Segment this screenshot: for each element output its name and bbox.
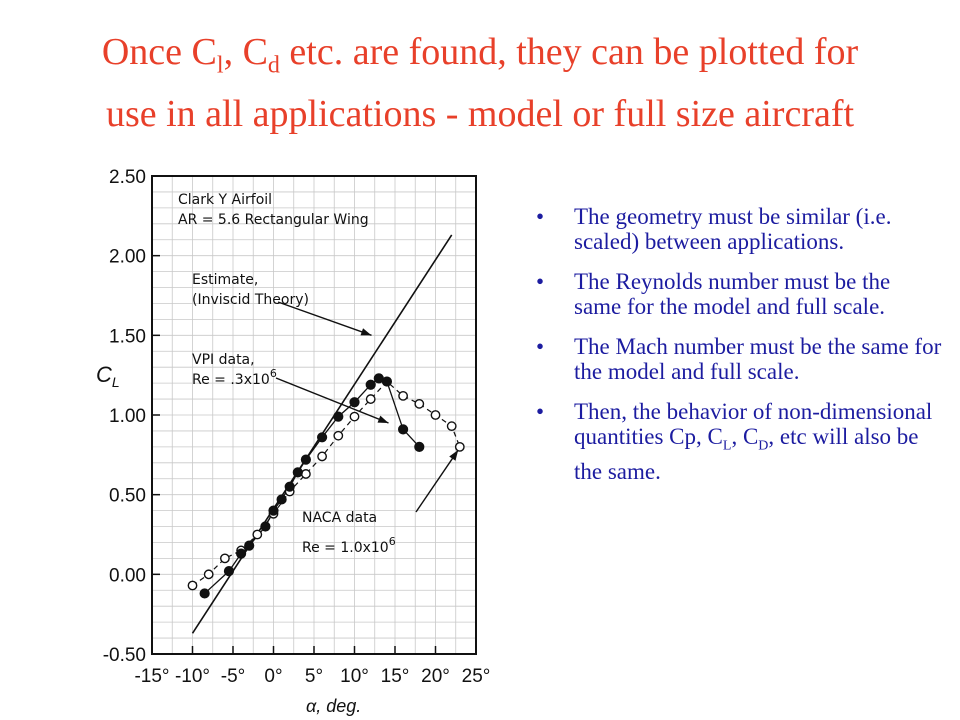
vpi-data-point (293, 468, 302, 477)
naca-data-point (302, 470, 310, 478)
naca-data-point (205, 570, 213, 578)
naca-data-point (350, 412, 358, 420)
vpi-data-point (415, 442, 424, 451)
naca-data-point (318, 452, 326, 460)
annotation-arrows (276, 302, 458, 512)
vpi-data-point (334, 412, 343, 421)
vpi-data-point (318, 433, 327, 442)
x-tick-label: 5° (304, 666, 324, 687)
vpi-arrow-head (378, 416, 389, 423)
x-tick-label: 0° (264, 666, 283, 687)
title-line-1: Once $C_l$, $C_d$ etc. are found, they can be plotted for (101, 31, 859, 79)
annotation-naca: NACA data (302, 510, 378, 526)
bullet-mach: • The Mach number must be the same for the model and full scale. (536, 334, 942, 384)
vpi-data-point (301, 455, 310, 464)
y-tick-label: 0.00 (109, 565, 146, 587)
vpi-data-point (269, 506, 278, 515)
naca-arrow (416, 450, 458, 512)
x-axis-label: α, deg. (306, 696, 362, 716)
y-tick-label: 1.50 (109, 326, 146, 348)
vpi-data-point (285, 482, 294, 491)
x-tick-label: 20° (421, 666, 450, 687)
x-tick-label: -5° (220, 666, 246, 687)
title-line-2: use in all applications - model or full size aircraft (105, 92, 855, 135)
bullet-geometry: • The geometry must be similar (i.e. scaled) between applications. (536, 204, 892, 254)
naca-data-point (456, 443, 464, 451)
y-tick-label: 0.50 (109, 485, 146, 507)
y-tick-label: 2.50 (109, 167, 146, 188)
bullet-behavior: • Then, the behavior of non-dimensional quantities Cp, $C_L$, $C_D$, etc will also be the same. (536, 399, 933, 484)
bullet-reynolds: • The Reynolds number must be the same for the model and full scale. (536, 269, 891, 319)
x-tick-label: -10° (174, 666, 211, 687)
vpi-data-point (277, 495, 286, 504)
lift-curve-svg (80, 160, 510, 720)
naca-data-point (253, 530, 261, 538)
y-axis-label: $C_L$ (96, 362, 120, 390)
y-tick-label: -0.50 (102, 645, 146, 666)
naca-data-point (367, 395, 375, 403)
grid (152, 176, 476, 654)
vpi-data-point (237, 549, 246, 558)
annotation-estimate: Estimate, (192, 272, 259, 288)
annotation-inviscid: (Inviscid Theory) (192, 292, 309, 308)
vpi-data-point (224, 567, 233, 576)
y-tick-label: 1.00 (109, 406, 146, 427)
naca-data-point (431, 411, 439, 419)
vpi-data-line (205, 378, 420, 593)
annotation-aspect-ratio: AR = 5.6 Rectangular Wing (178, 212, 369, 228)
annotation-vpi: VPI data, (192, 352, 255, 368)
slide-title (20, 28, 940, 138)
y-tick-labels (103, 167, 146, 666)
naca-data-point (399, 392, 407, 400)
naca-data-point (221, 554, 229, 562)
naca-data-point (415, 400, 423, 408)
vpi-data-point (350, 398, 359, 407)
bullet-list (532, 204, 942, 499)
naca-data-point (188, 581, 196, 589)
lift-curve-chart (80, 160, 510, 720)
naca-data-point (334, 432, 342, 440)
naca-data-point (448, 422, 456, 430)
x-tick-label: 25° (461, 666, 491, 687)
vpi-data-point (200, 589, 209, 598)
estimate-arrow-head (361, 328, 372, 335)
vpi-data-point (399, 425, 408, 434)
x-tick-label: 15° (380, 666, 410, 687)
vpi-data-point (382, 377, 391, 386)
annotation-clark-y: Clark Y Airfoil (178, 192, 273, 208)
x-tick-labels (134, 666, 490, 687)
vpi-data-point (245, 541, 254, 550)
vpi-data-point (261, 522, 270, 531)
naca-arrow-head (449, 450, 458, 461)
annotation-naca-re: $Re = 1.0x10^6$ (302, 535, 396, 556)
vpi-data-point (366, 380, 375, 389)
y-tick-label: 2.00 (109, 246, 146, 268)
x-tick-label: 10° (340, 666, 369, 687)
x-tick-label: -15° (134, 666, 170, 687)
annotation-vpi-re: $Re = .3x10^6$ (192, 367, 277, 388)
